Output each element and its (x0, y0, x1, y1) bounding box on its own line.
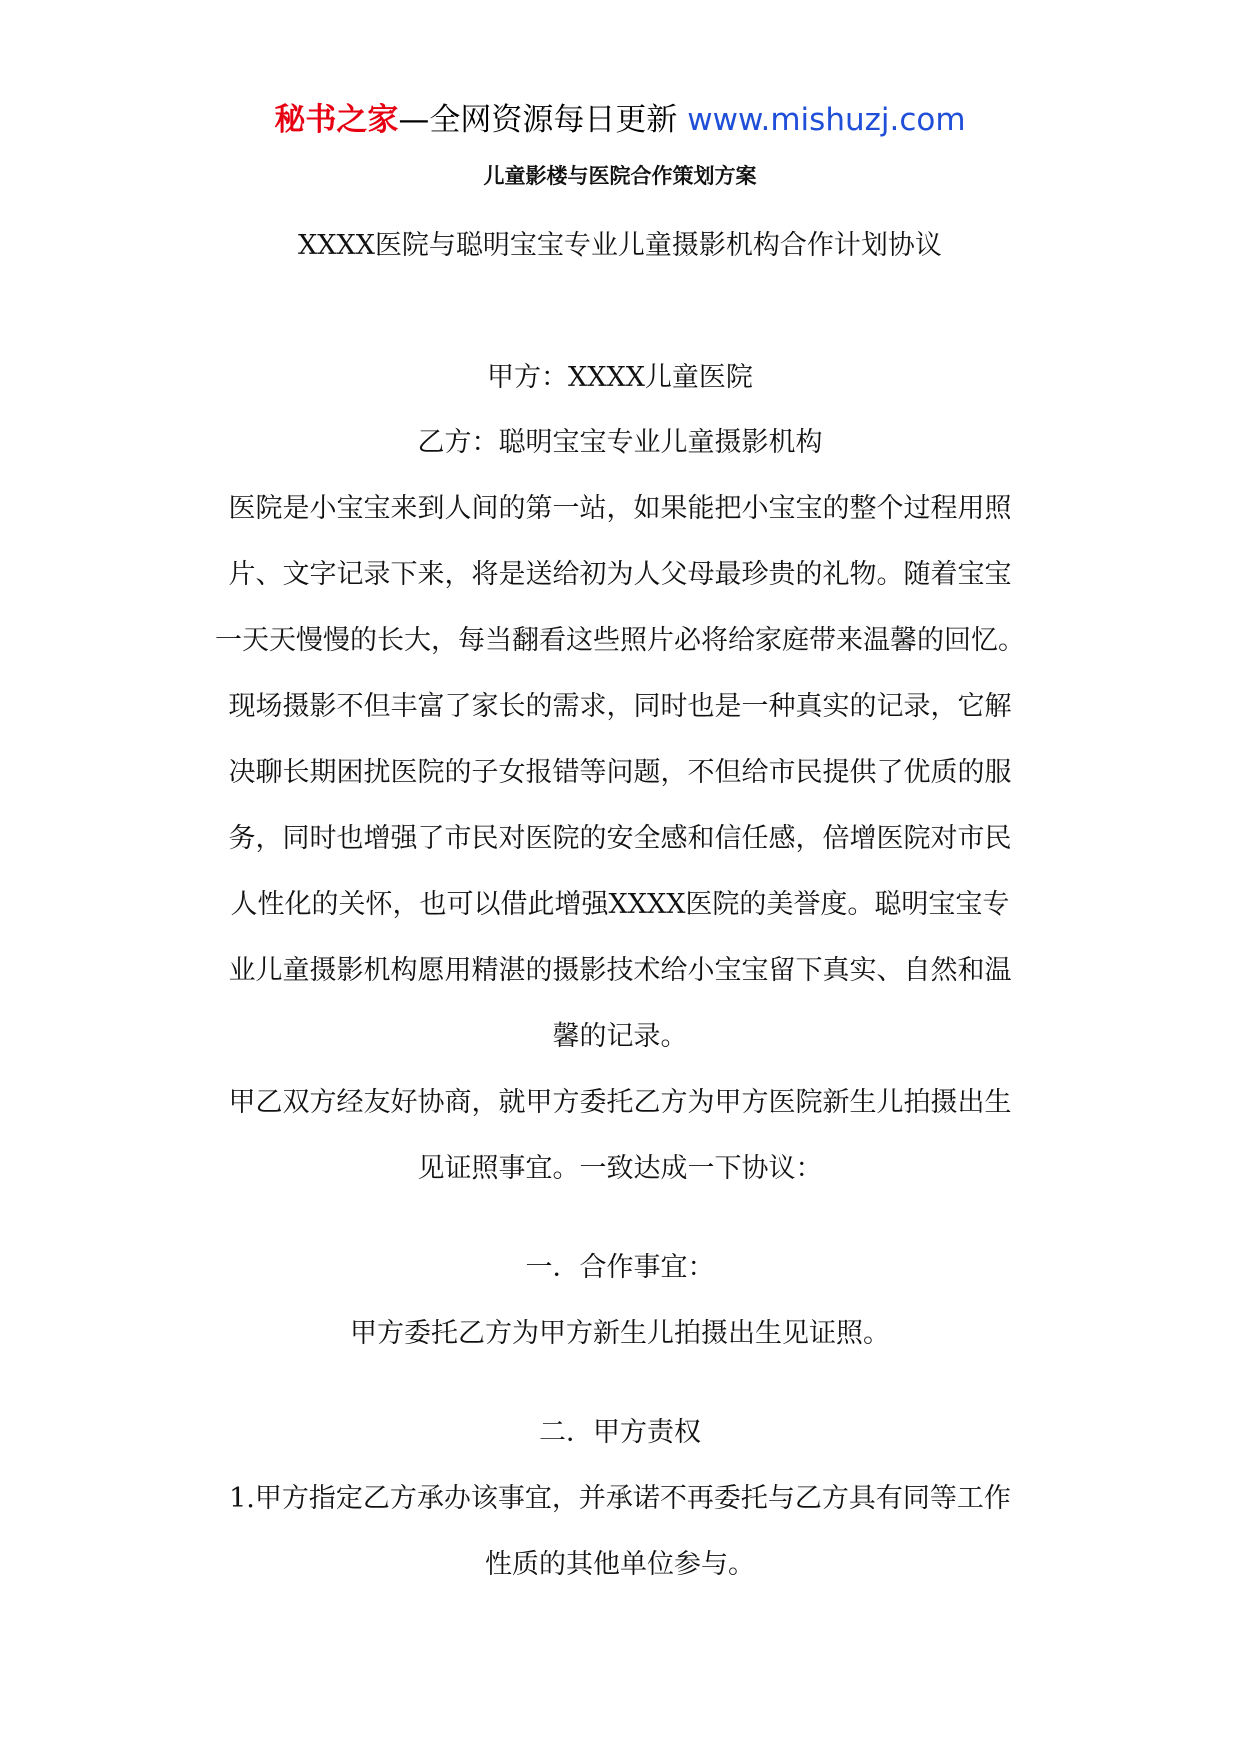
party-a: 甲方：XXXX儿童医院 (487, 362, 753, 393)
party-b: 乙方：聪明宝宝专业儿童摄影机构 (417, 427, 823, 458)
intro-line: 片、文字记录下来，将是送给初为人父母最珍贵的礼物。随着宝宝 (228, 559, 1012, 590)
section-1-heading: 一．合作事宜： (525, 1252, 715, 1283)
document-title: 儿童影楼与医院合作策划方案 (483, 164, 757, 188)
site-url-link[interactable]: www.mishuzj.com (687, 102, 966, 138)
section-2-heading: 二．甲方责权 (539, 1417, 701, 1448)
intro-line: 决聊长期困扰医院的子女报错等问题，不但给市民提供了优质的服 (228, 757, 1012, 788)
agreement-line: 见证照事宜。一致达成一下协议： (417, 1153, 823, 1184)
section-2-item-line: 1.甲方指定乙方承办该事宜，并承诺不再委托与乙方具有同等工作 (229, 1483, 1011, 1514)
intro-line: 现场摄影不但丰富了家长的需求，同时也是一种真实的记录，它解 (228, 691, 1012, 722)
intro-line: 一天天慢慢的长大，每当翻看这些照片必将给家庭带来温馨的回忆。 (215, 625, 1025, 656)
section-2-item-line: 性质的其他单位参与。 (485, 1549, 755, 1580)
site-tagline: —全网资源每日更新 (398, 102, 678, 138)
intro-line: 人性化的关怀，也可以借此增强XXXX医院的美誉度。聪明宝宝专 (230, 889, 1010, 920)
intro-line: 务，同时也增强了市民对医院的安全感和信任感，倍增医院对市民 (228, 823, 1012, 854)
intro-line: 馨的记录。 (552, 1021, 688, 1052)
section-1-text: 甲方委托乙方为甲方新生儿拍摄出生见证照。 (350, 1318, 890, 1349)
agreement-subtitle: XXXX医院与聪明宝宝专业儿童摄影机构合作计划协议 (298, 230, 942, 261)
intro-line: 医院是小宝宝来到人间的第一站，如果能把小宝宝的整个过程用照 (228, 493, 1012, 524)
site-brand: 秘书之家 (274, 102, 399, 138)
site-header (0, 100, 1240, 140)
intro-line: 业儿童摄影机构愿用精湛的摄影技术给小宝宝留下真实、自然和温 (228, 955, 1012, 986)
agreement-line: 甲乙双方经友好协商，就甲方委托乙方为甲方医院新生儿拍摄出生 (228, 1087, 1012, 1118)
